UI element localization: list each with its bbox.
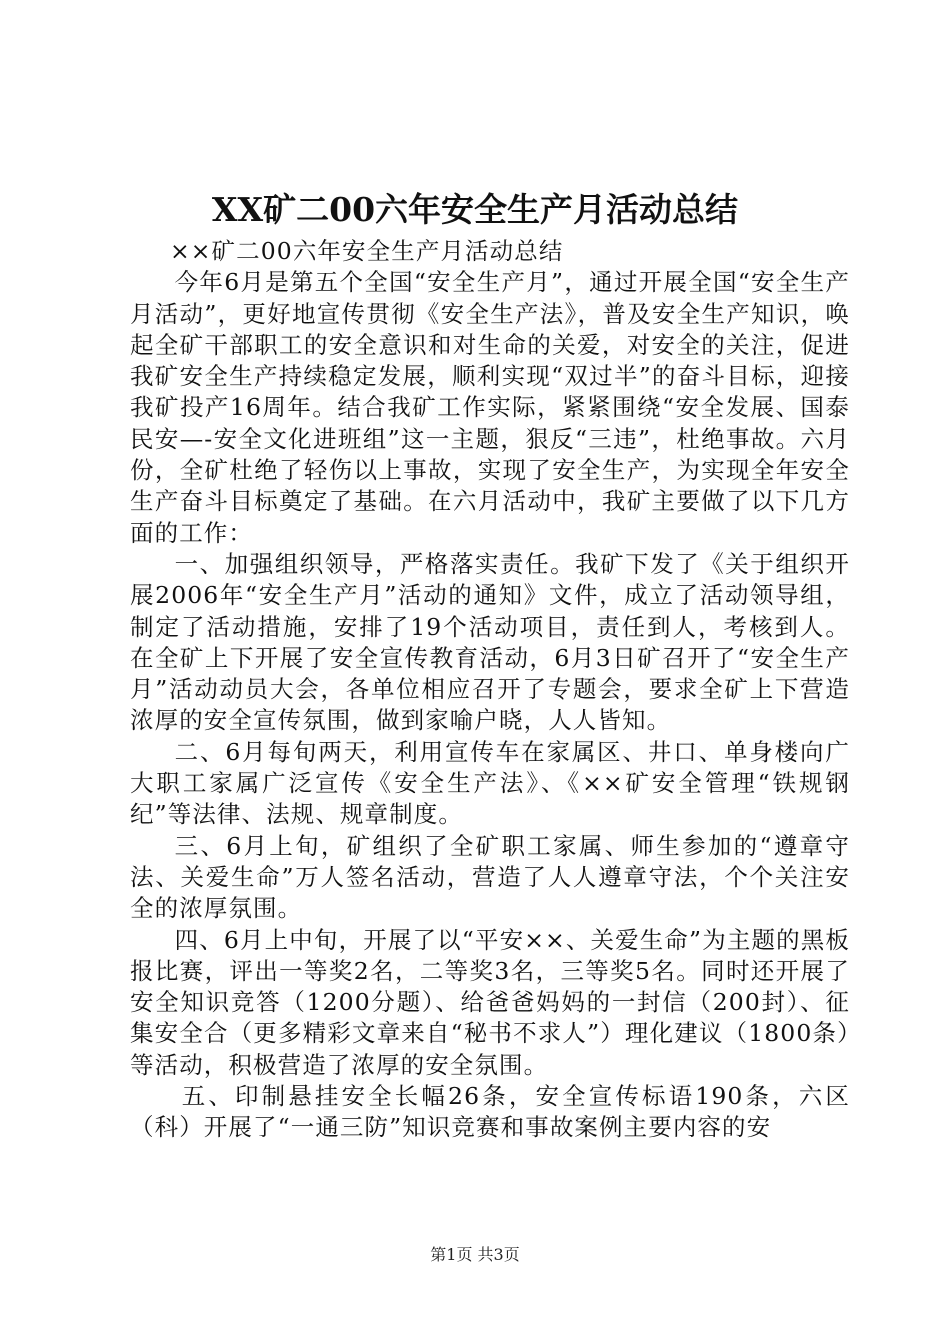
paragraph-item-2: 二、6月每旬两天，利用宣传车在家属区、井口、单身楼向广大职工家属广泛宣传《安全生产法》、《××矿安全管理“铁规钢纪”等法律、法规、规章制度。 [130, 737, 850, 829]
paragraph-item-1: 一、加强组织领导，严格落实责任。我矿下发了《关于组织开展2006年“安全生产月”活动的通知》文件，成立了活动领导组，制定了活动措施，安排了19个活动项目，责任到人，考核到人。在全矿上下开展了安全宣传教育活动，6月3日矿召开了“安全生产月”活动动员大会，各单位相应召开了专题会，要求全矿上下营造浓厚的安全宣传氛围，做到家喻户晓，人人皆知。 [130, 549, 850, 735]
paragraph-item-3: 三、6月上旬，矿组织了全矿职工家属、师生参加的“遵章守法、关爱生命”万人签名活动，营造了人人遵章守法，个个关注安全的浓厚氛围。 [130, 831, 850, 923]
paragraph-item-5: 五、印制悬挂安全长幅26条，安全宣传标语190条，六区（科）开展了“一通三防”知识竞赛和事故案例主要内容的安 [130, 1082, 850, 1142]
paragraph-intro: 今年6月是第五个全国“安全生产月”，通过开展全国“安全生产月活动”，更好地宣传贯彻《安全生产法》，普及安全生产知识，唤起全矿干部职工的安全意识和对生命的关爱，对安全的关注，促进我矿安全生产持续稳定发展，顺利实现“双过半”的奋斗目标，迎接我矿投产16周年。结合我矿工作实际，紧紧围绕“安全发展、国泰民安—-安全文化进班组”这一主题，狠反“三违”，杜绝事故。六月份，全矿杜绝了轻伤以上事故，实现了安全生产，为实现全年安全生产奋斗目标奠定了基础。在六月活动中，我矿主要做了以下几方面的工作： [130, 268, 850, 547]
page-number-footer: 第1页 共3页 [430, 1245, 520, 1264]
document-body [130, 236, 850, 1144]
document-title: XX矿二00六年安全生产月活动总结 [211, 190, 739, 229]
paragraph-item-4: 四、6月上中旬，开展了以“平安××、关爱生命”为主题的黑板报比赛，评出一等奖2名，二等奖3名，三等奖5名。同时还开展了安全知识竞答（1200分题）、给爸爸妈妈的一封信（200封）、征集安全合（更多精彩文章来自“秘书不求人”）理化建议（1800条）等活动，积极营造了浓厚的安全氛围。 [130, 925, 850, 1079]
document-subtitle: ××矿二00六年安全生产月活动总结 [169, 237, 564, 265]
